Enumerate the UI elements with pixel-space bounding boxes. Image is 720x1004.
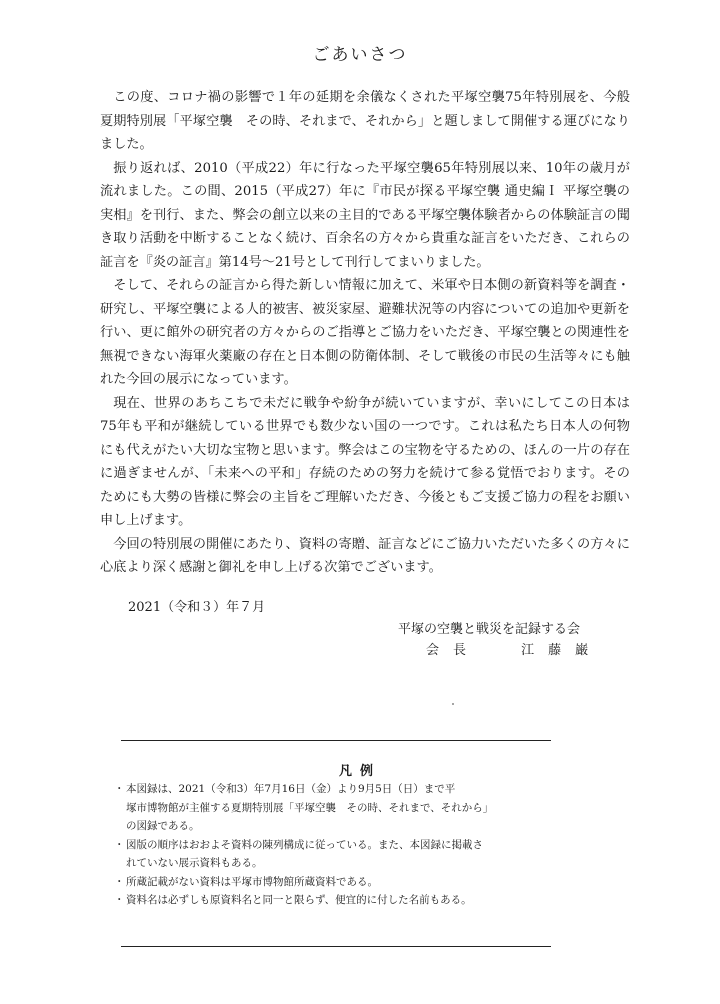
bullet: ・ [114, 838, 125, 851]
organization-name: 平塚の空襲と戦災を記録する会 [398, 622, 581, 637]
notes-item-line: 所蔵記載がない資料は平塚市博物館所蔵資料である。 [126, 875, 378, 888]
bullet: ・ [114, 783, 125, 795]
president-role: 会長 [426, 643, 481, 658]
notes-title: 凡例 [338, 764, 381, 779]
notes-list [114, 780, 564, 910]
greeting-paragraph: そして、それらの証言から得た新しい情報に加えて、米軍や日本側の新資料等を調査・研究し、平塚空襲による人的被害、被災家屋、避難状況等の内容についての追加や更新を行い、更に館外の研究者の方々からのご指導とご協力をいただき、平塚空襲との関連性を無視できない海軍火薬廠の存在と日本側の防衛体制、そして戦後の市民の生活等々にも触れた今回の展示になっています。 [100, 278, 630, 387]
notes-item [114, 836, 564, 873]
greeting-date: 2021（令和３）年７月 [128, 600, 266, 615]
notes-item-line: 図版の順序はおおよそ資料の陳列構成に従っている。また、本図録に掲載さ [126, 838, 483, 851]
greeting-body [100, 86, 630, 580]
notes-item [114, 873, 564, 892]
president-name: 江藤巌 [521, 643, 603, 658]
notes-item-line: 本図録は、2021（令和3）年7月16日（金）より9月5日（日）まで平 [126, 783, 456, 795]
notes-item-line: 塚市博物館が主催する夏期特別展「平塚空襲 その時、それまで、それから」 [126, 801, 494, 814]
signature [426, 640, 602, 662]
greeting-paragraph: 現在、世界のあちこちで未だに戦争や紛争が続いていますが、幸いにしてこの日本は75年も平和が継続している世界でも数少ない国の一つです。これは私たち日本人の何物にも代えがたい大切な宝物と思います。弊会はこの宝物を守るための、ほんの一片の存在に過ぎませんが、「未来への平和」存続のための努力を続けて参る覚悟でおります。そのためにも大勢の皆様に弊会の主旨をご理解いただき、今後ともご支援ご協力の程をお願い申し上げます。 [100, 395, 630, 528]
greeting-paragraph: この度、コロナ禍の影響で１年の延期を余儀なくされた平塚空襲75年特別展を、今般夏期特別展「平塚空襲 その時、それまで、それから」と題しまして開催する運びになりました。 [100, 90, 630, 152]
notes-item-line: 資料名は必ずしも原資料名と同一と限らず、便宜的に付した名前もある。 [126, 894, 472, 906]
bullet: ・ [114, 875, 125, 888]
notes-item [114, 891, 564, 910]
notes-item-line: れていない展示資料もある。 [126, 857, 263, 869]
greeting-title: ごあいさつ [312, 45, 408, 65]
greeting-paragraph: 振り返れば、2010（平成22）年に行なった平塚空襲65年特別展以来、10年の歳月が流れました。この間、2015（平成27）年に『市民が探る平塚空襲 通史編Ｉ 平塚空襲の実相』を刊行、また、弊会の創立以来の主目的である平塚空襲体験者からの体験証言の聞き取り活動を中断することなく続け、百余名の方々から貴重な証言をいただき、これらの証言を『炎の証言』第14号〜21号として刊行してまいりました。 [100, 160, 630, 270]
greeting-paragraph: 今回の特別展の開催にあたり、資料の寄贈、証言などにご協力いただいた多くの方々に心底より深く感謝と御礼を申し上げる次第でございます。 [100, 536, 630, 575]
scan-speck [452, 703, 454, 705]
notes-item [114, 780, 564, 836]
notes-item-line: の図録である。 [126, 820, 200, 832]
notes-bottom-rule [121, 946, 551, 947]
notes-top-rule [121, 740, 551, 741]
bullet: ・ [114, 894, 125, 906]
